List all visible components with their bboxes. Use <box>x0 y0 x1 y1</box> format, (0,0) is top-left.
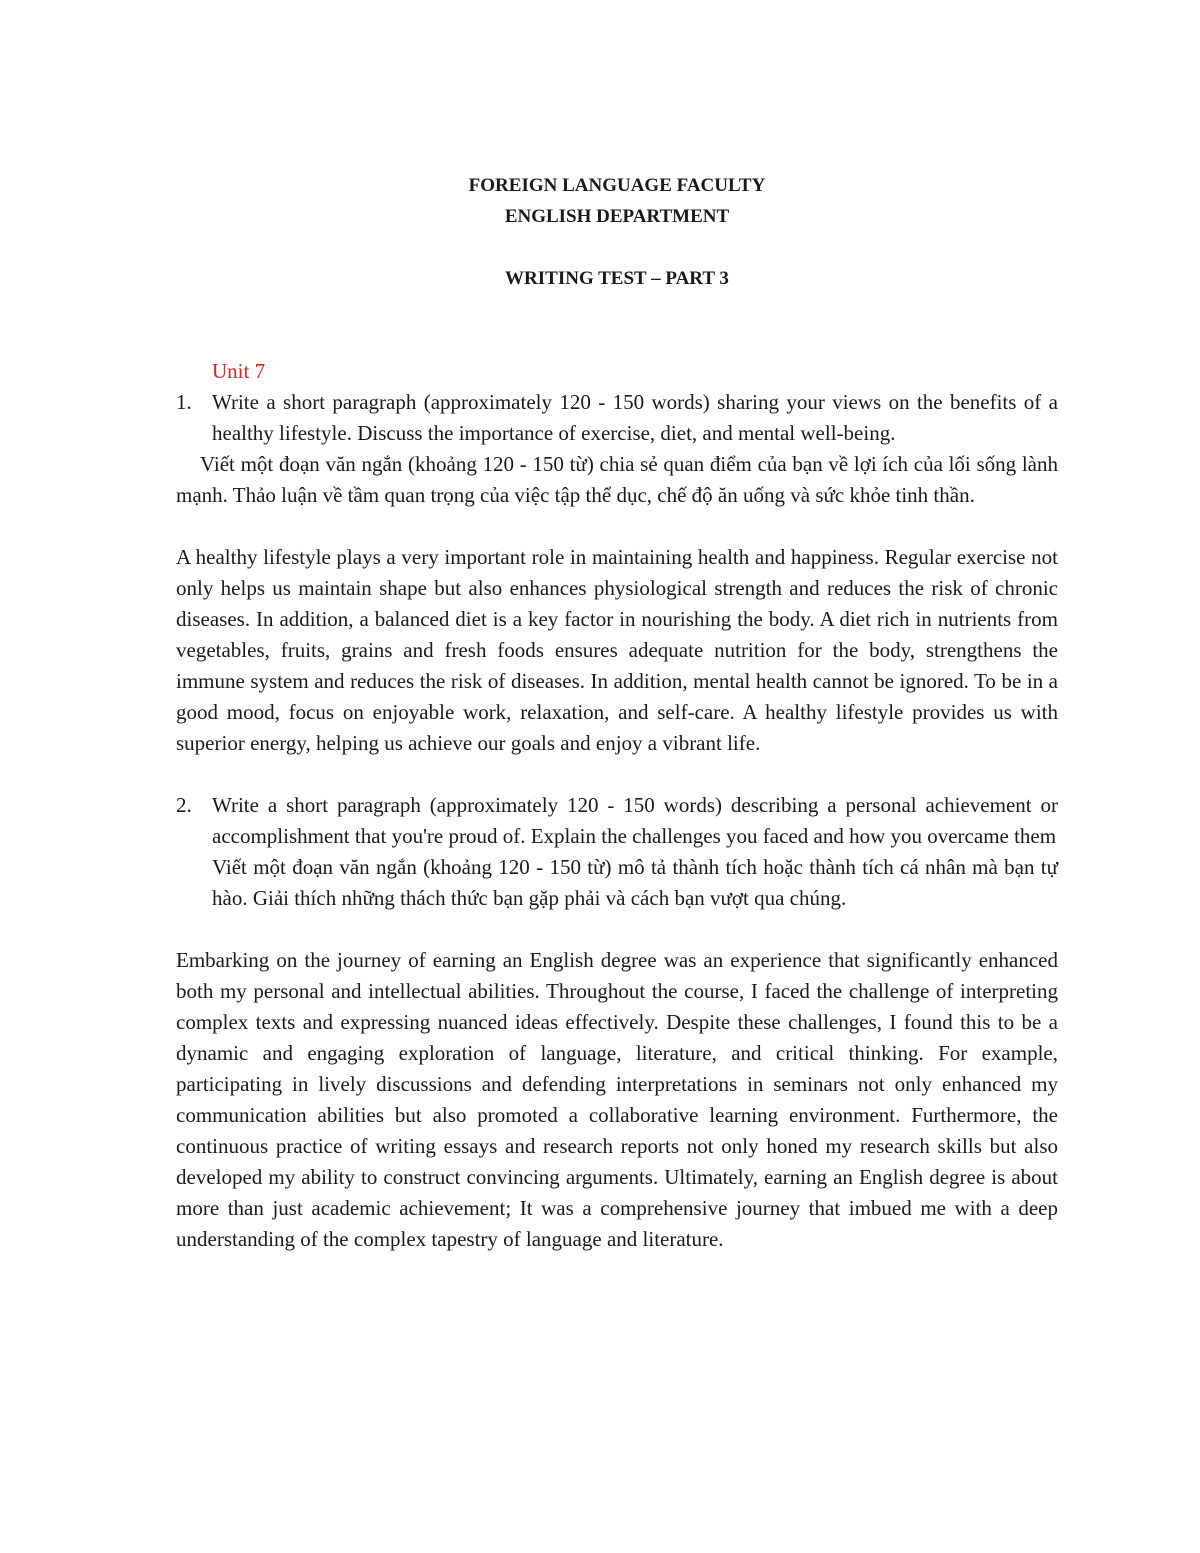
question-prompt-en: Write a short paragraph (approximately 120 - 150 words) describing a personal achievement or accomplishment that you're proud of. Explain the challenges you faced and how you overcame them <box>212 793 1058 848</box>
unit-label: Unit 7 <box>212 359 266 383</box>
question-number: 2. <box>176 793 192 817</box>
question-prompt-vi: Viết một đoạn văn ngắn (khoảng 120 - 150 từ) mô tả thành tích hoặc thành tích cá nhân mà bạn tự hào. Giải thích những thách thức bạn gặp phải và cách bạn vượt qua chúng. <box>212 855 1058 910</box>
test-title: WRITING TEST – PART 3 <box>505 268 729 289</box>
question-1 <box>176 387 1058 449</box>
faculty-heading: FOREIGN LANGUAGE FACULTY <box>468 175 766 196</box>
spacer <box>176 232 1058 263</box>
question-2 <box>176 790 1058 852</box>
answer-paragraph-1: A healthy lifestyle plays a very important role in maintaining health and happiness. Regular exercise not only helps us maintain shape but also enhances physiological strength and reduces the risk of chronic diseases. In addition, a balanced diet is a key factor in nourishing the body. A diet rich in nutrients from vegetables, fruits, grains and fresh foods ensures adequate nutrition for the body, strengthens the immune system and reduces the risk of diseases. In addition, mental health cannot be ignored. To be in a good mood, focus on enjoyable work, relaxation, and self-care. A healthy lifestyle provides us with superior energy, helping us achieve our goals and enjoy a vibrant life. <box>176 545 1058 755</box>
spacer <box>176 294 1058 356</box>
question-prompt-en: Write a short paragraph (approximately 120 - 150 words) sharing your views on the benefits of a healthy lifestyle. Discuss the importance of exercise, diet, and mental well-being. <box>212 390 1058 445</box>
document-page <box>176 170 1058 1255</box>
answer-paragraph-2: Embarking on the journey of earning an English degree was an experience that significantly enhanced both my personal and intellectual abilities. Throughout the course, I faced the challenge of interpreting complex texts and expressing nuanced ideas effectively. Despite these challenges, I found this to be a dynamic and engaging exploration of language, literature, and critical thinking. For example, participating in lively discussions and defending interpretations in seminars not only enhanced my communication abilities but also promoted a collaborative learning environment. Furthermore, the continuous practice of writing essays and research reports not only honed my research skills but also developed my ability to construct convincing arguments. Ultimately, earning an English degree is about more than just academic achievement; It was a comprehensive journey that imbued me with a deep understanding of the complex tapestry of language and literature. <box>176 948 1058 1251</box>
question-number: 1. <box>176 390 192 414</box>
question-prompt-vi: Viết một đoạn văn ngắn (khoảng 120 - 150 từ) chia sẻ quan điểm của bạn về lợi ích của lối sống lành mạnh. Thảo luận về tầm quan trọng của việc tập thể dục, chế độ ăn uống và sức khỏe tinh thần. <box>176 452 1058 507</box>
spacer <box>176 759 1058 790</box>
department-heading: ENGLISH DEPARTMENT <box>504 206 730 227</box>
